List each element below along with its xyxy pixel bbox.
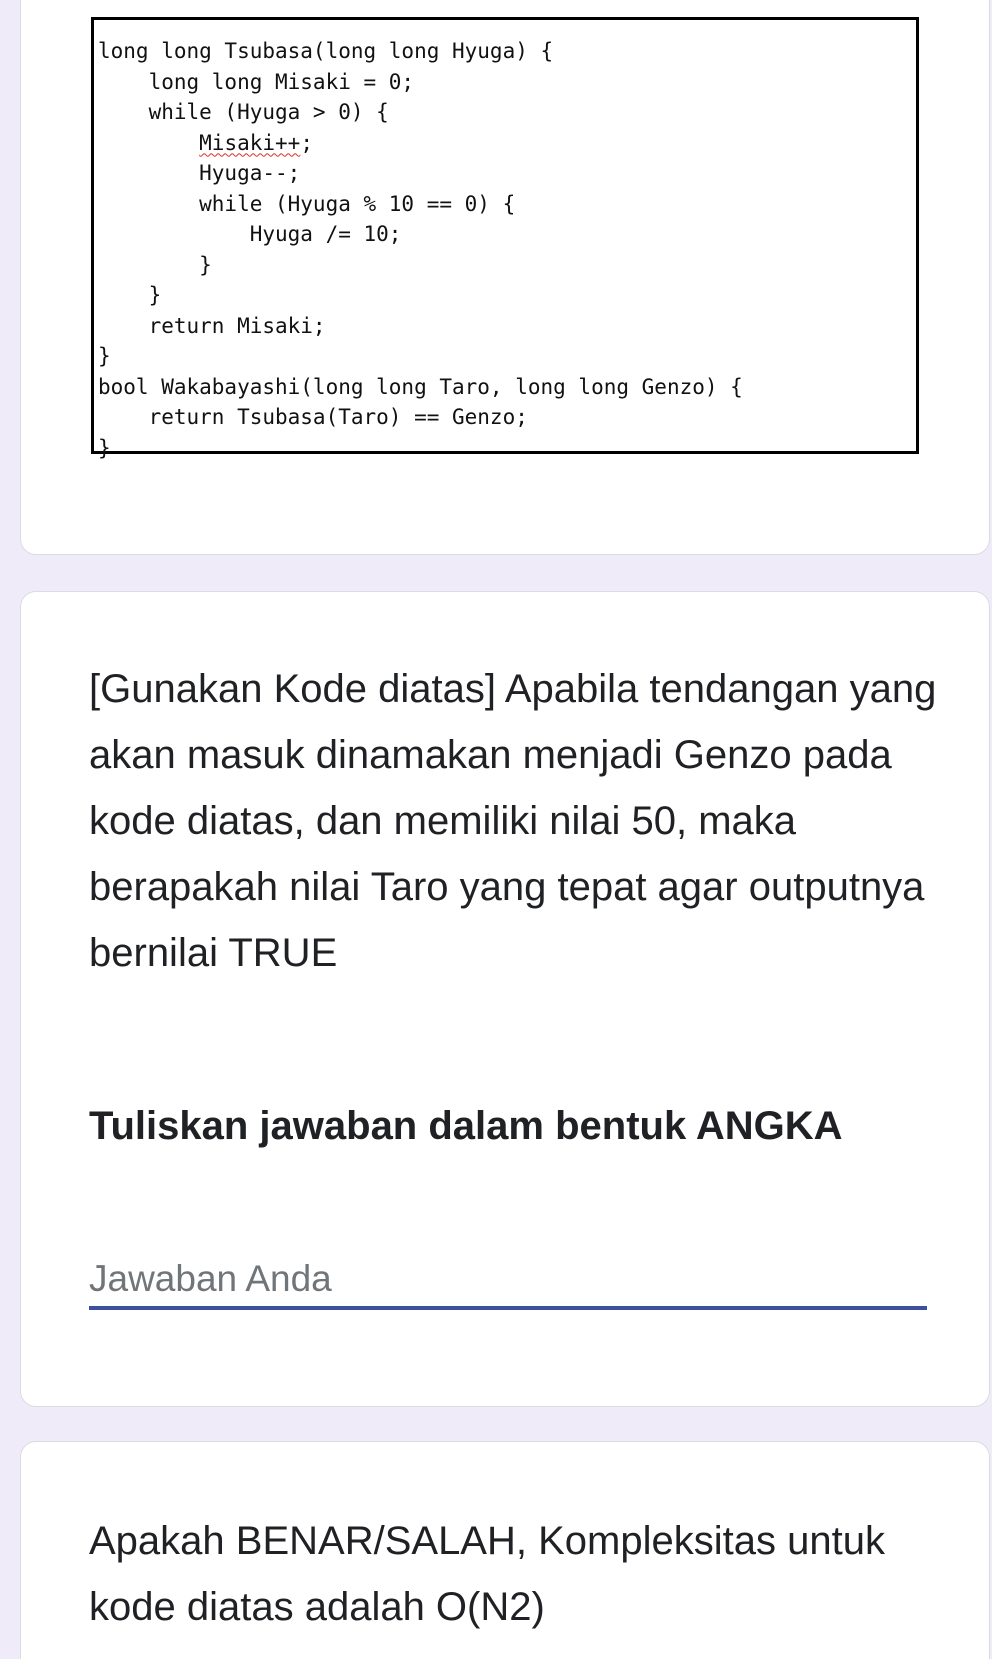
- code-line-misaki-increment: [98, 128, 916, 159]
- code-line: bool Wakabayashi(long long Taro, long long Genzo) {: [98, 374, 743, 399]
- code-line: Hyuga--;: [98, 161, 301, 185]
- question-title: [Gunakan Kode diatas] Apabila tendangan yang akan masuk dinamakan menjadi Genzo pada kode diatas, dan memiliki nilai 50, maka berapakah nilai Taro yang tepat agar outputnya bernilai TRUE: [89, 667, 937, 975]
- question-instruction: Tuliskan jawaban dalam bentuk ANGKA: [89, 1104, 843, 1148]
- code-line: while (Hyuga > 0) {: [98, 100, 389, 124]
- code-line: }: [98, 283, 162, 307]
- code-line: return Misaki;: [98, 313, 326, 338]
- code-semicolon: ;: [300, 130, 313, 155]
- answer-input[interactable]: [89, 1252, 927, 1310]
- code-line: }: [98, 252, 212, 277]
- code-line: long long Misaki = 0;: [98, 69, 415, 94]
- code-screenshot-image: [91, 17, 919, 460]
- spellcheck-squiggle-word: Misaki++: [199, 130, 301, 155]
- code-line: }: [98, 344, 111, 368]
- code-line: long long Tsubasa(long long Hyuga) {: [98, 39, 554, 63]
- code-line: return Tsubasa(Taro) == Genzo;: [98, 405, 528, 429]
- code-line: Hyuga /= 10;: [98, 222, 402, 246]
- code-line: }: [98, 435, 111, 460]
- question-title: Apakah BENAR/SALAH, Kompleksitas untuk kode diatas adalah O(N2): [89, 1519, 885, 1629]
- code-image-card: [20, 0, 990, 555]
- question-card-taro-value: [20, 591, 990, 1407]
- question-card-complexity: [20, 1441, 990, 1659]
- code-line: while (Hyuga % 10 == 0) {: [98, 191, 516, 216]
- code-indent: [98, 131, 199, 155]
